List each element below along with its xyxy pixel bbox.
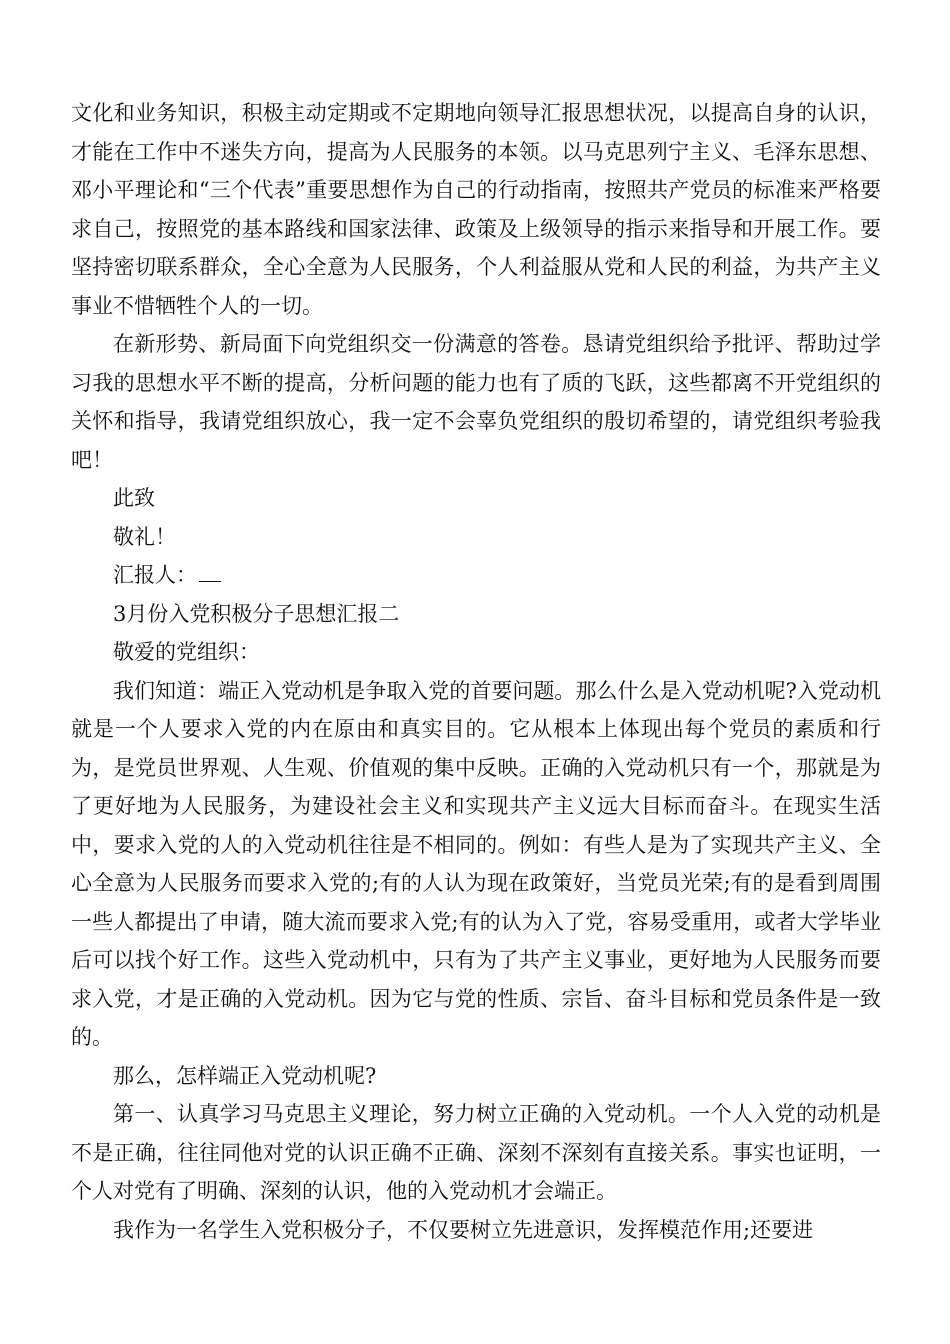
report-title: 3月份入党积极分子思想汇报二 (113, 601, 400, 626)
reporter-label: 汇报人： (113, 563, 197, 587)
paragraph-question: 那么，怎样端正入党动机呢? (113, 1063, 377, 1088)
paragraph-continuation: 文化和业务知识，积极主动定期或不定期地向领导汇报思想状况，以提高自身的认识，才能在工作中不迷失方向，提高为人民服务的本领。以马克思列宁主义、毛泽东思想、邓小平理论和“三个代表”重要思想作为自己的行动指南，按照共产党员的标准来严格要求自己，按照党的基本路线和国家法律、政策及上级领导的指示来指导和开展工作。要坚持密切联系群众，全心全意为人民服务，个人利益服从党和人民的利益，为共产主义事业不惜牺牲个人的一切。 (71, 101, 881, 318)
signature-blank-line (199, 563, 221, 582)
reporter-signature (71, 556, 881, 595)
document-body (71, 94, 881, 1249)
paragraph-student: 我作为一名学生入党积极分子，不仅要树立先进意识，发挥模范作用;还要进 (113, 1217, 814, 1242)
paragraph-motivation: 我们知道：端正入党动机是争取入党的首要问题。那么什么是入党动机呢?入党动机就是一个人要求入党的内在原由和真实目的。它从根本上体现出每个党员的素质和行为，是党员世界观、人生观、价值观的集中反映。正确的入党动机只有一个，那就是为了更好地为人民服务，为建设社会主义和实现共产主义远大目标而奋斗。在现实生活中，要求入党的人的入党动机往往是不相同的。例如：有些人是为了实现共产主义、全心全意为人民服务而要求入党的;有的人认为现在政策好，当党员光荣;有的是看到周围一些人都提出了申请，随大流而要求入党;有的认为入了党，容易受重用，或者大学毕业后可以找个好工作。这些入党动机中，只有为了共产主义事业，更好地为人民服务而要求入党，才是正确的入党动机。因为它与党的性质、宗旨、奋斗目标和党员条件是一致的。 (71, 678, 881, 1049)
greeting: 敬爱的党组织： (113, 640, 260, 664)
paragraph-answer-sheet: 在新形势、新局面下向党组织交一份满意的答卷。恳请党组织给予批评、帮助过学习我的思想水平不断的提高，分析问题的能力也有了质的飞跃，这些都离不开党组织的关怀和指导，我请党组织放心，我一定不会辜负党组织的殷切希望的，请党组织考验我吧！ (71, 332, 881, 472)
paragraph-first-point: 第一、认真学习马克思主义理论，努力树立正确的入党动机。一个人入党的动机是不是正确，往往同他对党的认识正确不正确、深刻不深刻有直接关系。事实也证明，一个人对党有了明确、深刻的认识，他的入党动机才会端正。 (71, 1102, 881, 1203)
closing-salutation: 此致 (113, 486, 155, 510)
closing-regards: 敬礼！ (113, 524, 176, 549)
